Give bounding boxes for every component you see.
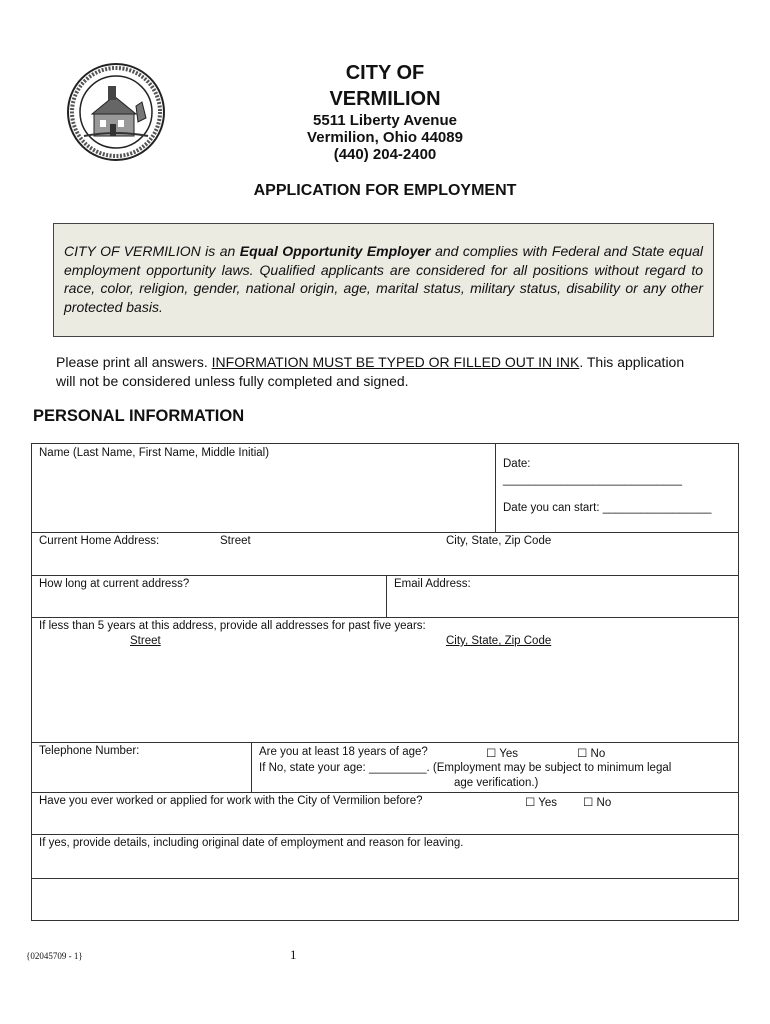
worked-question: Have you ever worked or applied for work with the City of Vermilion before? — [39, 795, 423, 807]
header-phone: (440) 204-2400 — [333, 146, 437, 163]
previous-addresses-field[interactable] — [32, 618, 738, 743]
instructions-part2: . This application will not be considered unless fully completed and signed. — [56, 354, 685, 389]
row-name — [32, 444, 738, 533]
prev-addresses-label: If less than 5 years at this address, provide all addresses for past five years: — [39, 620, 426, 632]
city-state-zip: Vermilion, Ohio 44089 — [307, 129, 463, 146]
eoe-prefix: CITY OF VERMILION is an — [64, 243, 240, 259]
personal-info-form — [31, 443, 739, 921]
row-tenure-email — [32, 576, 738, 618]
address-field[interactable] — [32, 533, 738, 576]
dates-cell — [495, 444, 738, 532]
name-label: Name (Last Name, First Name, Middle Initial) — [39, 447, 270, 459]
age-cell — [251, 743, 738, 792]
age-yes-label: Yes — [499, 748, 519, 760]
instructions-part1: Please print all answers. — [56, 354, 212, 370]
date-field[interactable]: ____________________________ — [503, 474, 683, 486]
how-long-label: How long at current address? — [39, 578, 190, 590]
row-phone-age — [32, 743, 738, 793]
address-label: Current Home Address: — [39, 535, 160, 547]
details-field[interactable] — [32, 835, 738, 879]
age-yes-checkbox[interactable]: ☐ Yes — [486, 748, 519, 760]
street-address: 5511 Liberty Avenue — [313, 112, 457, 129]
city-seal-logo — [66, 62, 166, 162]
age-followup[interactable]: If No, state your age: _________. (Employment may be subject to minimum legal — [259, 762, 672, 774]
section-title: PERSONAL INFORMATION — [33, 407, 245, 425]
age-no-checkbox[interactable]: ☐ No — [577, 748, 606, 760]
worked-no-checkbox[interactable]: ☐ No — [583, 797, 612, 809]
eoe-suffix: and complies with Federal and State equal employment opportunity laws. Qualified applicants are considered for all positions without regard to race, color, religion, gender, national origin, age, marital status, military status, disability or any other protected basis. — [64, 243, 703, 315]
city-label: City, State, Zip Code — [446, 535, 552, 547]
telephone-label: Telephone Number: — [39, 745, 140, 757]
page-number: 1 — [290, 947, 297, 962]
worked-yes-label: Yes — [538, 797, 558, 809]
page-title: APPLICATION FOR EMPLOYMENT — [253, 182, 517, 199]
age-no-label: No — [590, 748, 606, 760]
age-question: Are you at least 18 years of age? — [259, 746, 428, 758]
eoe-bold: Equal Opportunity Employer — [239, 243, 431, 259]
city-name-line1: CITY OF — [345, 62, 425, 84]
city-name-line2: VERMILION — [329, 88, 441, 110]
worked-yes-checkbox[interactable]: ☐ Yes — [525, 797, 558, 809]
document-id: {02045709 - 1} — [26, 951, 83, 961]
name-field[interactable] — [32, 444, 495, 532]
street-label: Street — [220, 535, 251, 547]
eoe-statement-box — [53, 223, 714, 337]
instructions — [56, 353, 696, 391]
email-label: Email Address: — [394, 578, 471, 590]
worked-no-label: No — [596, 797, 612, 809]
start-date-field[interactable]: Date you can start: _________________ — [503, 502, 712, 514]
row-worked-before — [32, 793, 738, 835]
details-continued-field[interactable] — [32, 879, 738, 920]
how-long-field[interactable] — [32, 576, 386, 617]
prev-street-label: Street — [130, 635, 161, 647]
email-field[interactable] — [386, 576, 738, 617]
telephone-field[interactable] — [32, 743, 251, 792]
prev-city-label: City, State, Zip Code — [446, 635, 552, 647]
details-label: If yes, provide details, including original date of employment and reason for leaving. — [39, 837, 464, 849]
instructions-underlined: INFORMATION MUST BE TYPED OR FILLED OUT IN INK — [211, 354, 580, 370]
date-label: Date: — [503, 458, 531, 470]
age-followup-2: age verification.) — [454, 777, 539, 789]
